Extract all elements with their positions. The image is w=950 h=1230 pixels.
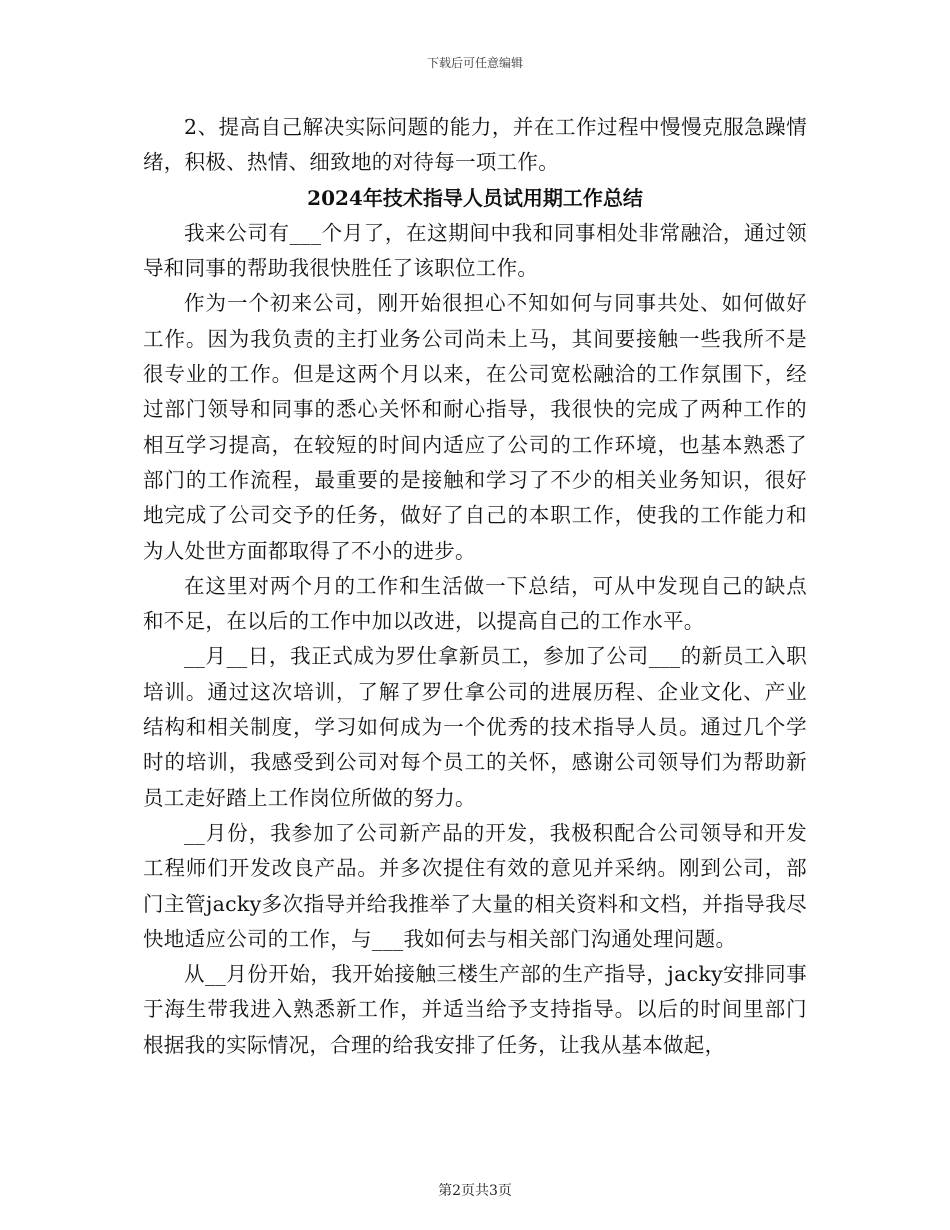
- document-body: [143, 110, 807, 1063]
- document-title: 2024年技术指导人员试用期工作总结: [307, 185, 643, 210]
- paragraph-4: 在这里对两个月的工作和生活做一下总结，可从中发现自己的缺点和不足，在以后的工作中加以改进，以提高自己的工作水平。: [143, 573, 807, 634]
- paragraph-1: 2、提高自己解决实际问题的能力，并在工作过程中慢慢克服急躁情绪，积极、热情、细致地的对待每一项工作。: [143, 115, 807, 175]
- paragraph-7: 从__月份开始，我开始接触三楼生产部的生产指导，jacky安排同事于海生带我进入熟悉新工作，并适当给予支持指导。以后的时间里部门根据我的实际情况，合理的给我安排了任务，让我从基本做起，: [143, 962, 807, 1057]
- paragraph-6: __月份，我参加了公司新产品的开发，我极积配合公司领导和开发工程师们开发改良产品。并多次提住有效的意见并采纳。刚到公司，部门主管jacky多次指导并给我推举了大量的相关资料和文档，并指导我尽快地适应公司的工作，与___我如何去与相关部门沟通处理问题。: [143, 820, 807, 951]
- page-footer: 第2页共3页: [438, 1183, 512, 1199]
- paragraph-2: 我来公司有___个月了，在这期间中我和同事相处非常融洽，通过领导和同事的帮助我很快胜任了该职位工作。: [143, 220, 807, 281]
- paragraph-3: 作为一个初来公司，刚开始很担心不知如何与同事共处、如何做好工作。因为我负责的主打业务公司尚未上马，其间要接触一些我所不是很专业的工作。但是这两个月以来，在公司宽松融洽的工作氛围下，经过部门领导和同事的悉心关怀和耐心指导，我很快的完成了两种工作的相互学习提高，在较短的时间内适应了公司的工作环境，也基本熟悉了部门的工作流程，最重要的是接触和学习了不少的相关业务知识，很好地完成了公司交予的任务，做好了自己的本职工作，使我的工作能力和为人处世方面都取得了不小的进步。: [143, 291, 807, 563]
- page-header: 下载后可任意编辑: [426, 56, 523, 70]
- paragraph-5: __月__日，我正式成为罗仕拿新员工，参加了公司___的新员工入职培训。通过这次培训，了解了罗仕拿公司的进展历程、企业文化、产业结构和相关制度，学习如何成为一个优秀的技术指导人员。通过几个学时的培训，我感受到公司对每个员工的关怀，感谢公司领导们为帮助新员工走好踏上工作岗位所做的努力。: [143, 644, 807, 810]
